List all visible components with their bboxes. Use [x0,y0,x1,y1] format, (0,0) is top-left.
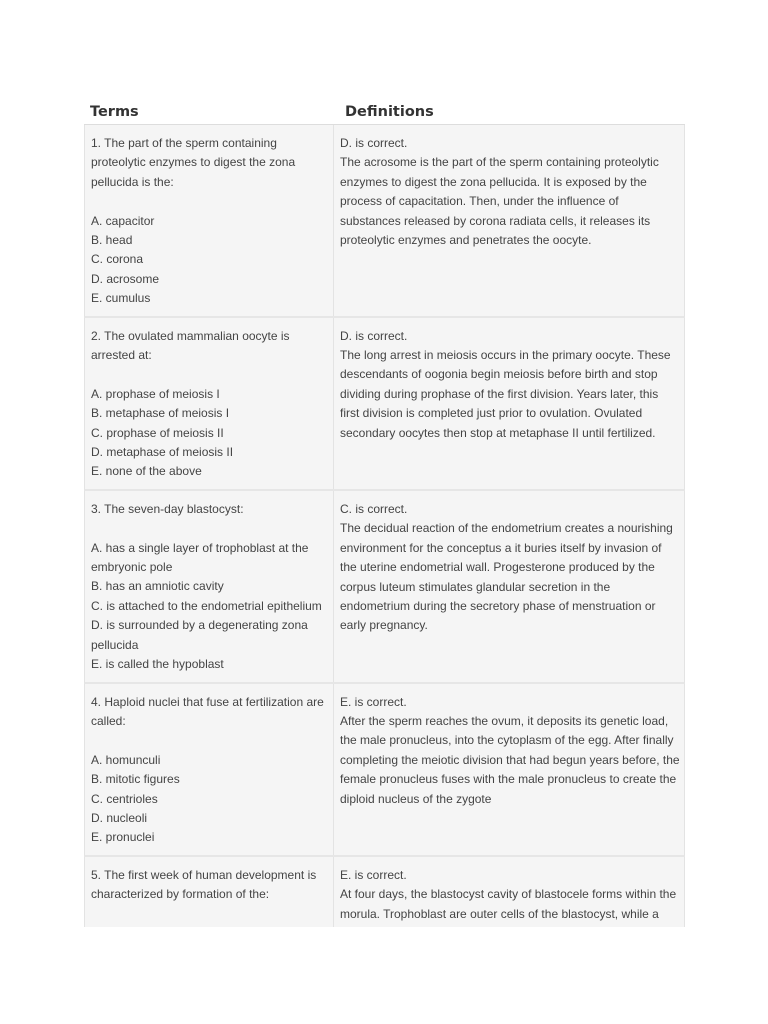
term-text-line: proteolytic enzymes to digest the zona [91,155,296,170]
term-text-line: E. is called the hypoblast [91,657,224,672]
term-text-line: 5. The first week of human development is [91,867,317,882]
term-text-line: E. cumulus [91,291,151,306]
definition-text-line: After the sperm reaches the ovum, it deposits its genetic load, [340,713,669,728]
term-text-line: called: [91,713,126,728]
term-text-line [91,731,327,750]
definition-text-line: completing the meiotic division that had begun years before, the [340,752,680,767]
term-text-line: 1. The part of the sperm containing [91,136,277,150]
term-cell [85,318,334,489]
definition-text-line: The decidual reaction of the endometrium creates a nourishing [340,521,673,536]
term-text-line: 3. The seven-day blastocyst: [91,501,244,516]
definition-text-line: female pronucleus fuses with the male pronucleus to create the [340,772,677,787]
term-text-line: B. mitotic figures [91,772,180,787]
table-row [84,491,685,684]
definition-text-line: proteolytic enzymes and penetrates the oocyte. [340,233,592,248]
definition-text-line: C. is correct. [340,501,408,516]
term-text-line: C. corona [91,252,144,267]
term-text-line: embryonic pole [91,560,173,575]
definition-text-line: corpus luteum stimulates glandular secretion in the [340,579,611,594]
table-row [84,125,685,318]
definition-text-line: descendants of oogonia begin meiosis before birth and stop [340,367,658,382]
term-cell [85,125,334,316]
definition-text-line: enzymes to digest the zona pellucida. It is exposed by the [340,174,647,189]
term-cell [85,491,334,682]
definition-text-line: process of capacitation. Then, under the influence of [340,194,619,209]
definitions-column-header: Definitions [345,104,434,120]
definition-text-line: diploid nucleus of the zygote [340,791,492,806]
term-text-line: D. acrosome [91,271,160,286]
definition-text-line: The acrosome is the part of the sperm containing proteolytic [340,155,659,170]
table-body [84,124,685,927]
definition-text-line: secondary oocytes then stop at metaphase II until fertilized. [340,425,656,440]
definition-cell [334,125,684,316]
term-text-line: B. has an amniotic cavity [91,579,224,594]
definition-text-line: substances released by corona radiata cells, it releases its [340,213,651,228]
term-text-line: 4. Haploid nuclei that fuse at fertilization are [91,694,324,709]
definition-text-line: E. is correct. [340,867,407,882]
definition-text-line: first division is completed just prior to ovulation. Ovulated [340,406,643,421]
definition-text-line: early pregnancy. [340,618,428,633]
terms-column-header: Terms [90,104,139,120]
term-text-line: pellucida [91,637,139,652]
definition-text-line: At four days, the blastocyst cavity of blastocele forms within the [340,887,677,902]
term-text-line: A. prophase of meiosis I [91,386,220,401]
term-text-line: D. is surrounded by a degenerating zona [91,618,308,633]
definition-text-line: the uterine endometrial wall. Progesterone produced by the [340,560,655,575]
definition-cell [334,684,684,855]
term-text-line: 2. The ovulated mammalian oocyte is [91,328,290,343]
term-text-line: A. homunculi [91,752,161,767]
term-text-line: C. is attached to the endometrial epithelium [91,598,322,613]
term-text-line: characterized by formation of the: [91,887,270,902]
term-text-line: D. nucleoli [91,810,148,825]
definition-text-line: E. is correct. [340,694,407,709]
term-text-line: A. capacitor [91,213,155,228]
definition-text-line: morula. Trophoblast are outer cells of the blastocyst, while a [340,906,659,921]
term-text-line: arrested at: [91,348,152,363]
definition-text-line: The long arrest in meiosis occurs in the primary oocyte. These [340,348,671,363]
term-text-line: B. head [91,233,133,248]
term-text-line: pellucida is the: [91,174,174,189]
definition-cell [334,491,684,682]
table-header [84,96,685,124]
definition-text-line: the male pronucleus, into the cytoplasm of the egg. After finally [340,733,674,748]
flashcard-table [84,96,685,927]
definition-text-line: endometrium during the secretory phase of menstruation or [340,598,656,613]
table-row [84,318,685,491]
term-cell [85,684,334,855]
definition-text-line: environment for the conceptus a it buries itself by invasion of [340,540,662,555]
table-row [84,857,685,927]
term-text-line: A. has a single layer of trophoblast at the [91,540,309,555]
definition-cell [334,318,684,489]
definition-text-line: D. is correct. [340,136,408,150]
term-text-line: E. pronuclei [91,830,155,845]
term-text-line: C. centrioles [91,791,158,806]
definition-cell [334,857,684,927]
term-text-line [91,519,327,538]
term-text-line: C. prophase of meiosis II [91,425,224,440]
term-text-line [91,192,327,211]
term-text-line: D. metaphase of meiosis II [91,445,234,460]
definition-text-line: D. is correct. [340,328,408,343]
term-text-line [91,365,327,384]
table-row [84,684,685,857]
term-cell [85,857,334,927]
term-text-line: B. metaphase of meiosis I [91,406,230,421]
definition-text-line: dividing during prophase of the first division. Years later, this [340,386,659,401]
term-text-line: E. none of the above [91,464,202,479]
